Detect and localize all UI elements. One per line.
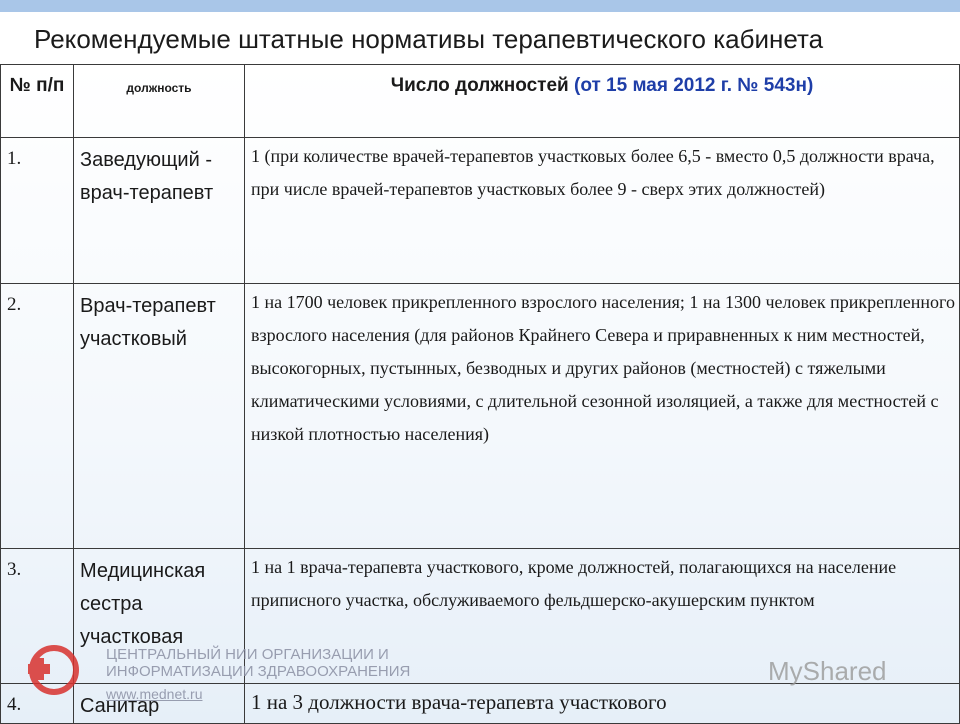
row-position: Врач-терапевт участковый (74, 284, 245, 549)
row-position: Санитар (74, 684, 245, 724)
table-row (1, 284, 960, 549)
cnii-oiz-logo-icon (22, 640, 82, 700)
watermark-org-line1: ЦЕНТРАЛЬНЫЙ НИИ ОРГАНИЗАЦИИ И (106, 646, 389, 663)
row-count: 1 (при количестве врачей-терапевтов участковых более 6,5 - вместо 0,5 должности врача, при числе врачей-терапевтов участковых более 9 - сверх этих должностей) (245, 138, 960, 284)
row-number: 3. (1, 549, 74, 684)
row-number: 4. (1, 684, 74, 724)
top-accent-bar (0, 0, 960, 12)
header-position: должность (74, 65, 245, 138)
header-number: № п/п (1, 65, 74, 138)
row-count: 1 на 3 должности врача-терапевта участкового (245, 684, 960, 724)
staffing-table (0, 64, 960, 724)
row-number: 2. (1, 284, 74, 549)
row-position: Заведующий - врач-терапевт (74, 138, 245, 284)
watermark-org (106, 646, 410, 680)
myshared-watermark: MyShared (768, 656, 887, 686)
page-title: Рекомендуемые штатные нормативы терапевтического кабинета (34, 24, 824, 54)
header-count-label: Число должностей (390, 75, 569, 96)
table-row (1, 138, 960, 284)
table-header-row (1, 65, 960, 138)
row-number: 1. (1, 138, 74, 284)
row-position: Медицинская сестра участковая (74, 549, 245, 684)
row-count: 1 на 1 врача-терапевта участкового, кроме должностей, полагающихся на население приписного участка, обслуживаемого фельдшерско-акушерским пунктом (245, 549, 960, 684)
row-count: 1 на 1700 человек прикрепленного взрослого населения; 1 на 1300 человек прикрепленного взрослого населения (для районов Крайнего Севера и приравненных к ним местностей, высокогорных, пустынных, безводных и других районов (местностей) с тяжелыми климатическими условиями, с длительной сезонной изоляцией, а также для местностей с низкой плотностью населения) (245, 284, 960, 549)
header-count-source: (от 15 мая 2012 г. № 543н) (574, 75, 814, 96)
watermark-url[interactable]: www.mednet.ru (106, 686, 203, 702)
header-count (245, 65, 960, 138)
watermark-org-line2: ИНФОРМАТИЗАЦИИ ЗДРАВООХРАНЕНИЯ (106, 663, 411, 680)
